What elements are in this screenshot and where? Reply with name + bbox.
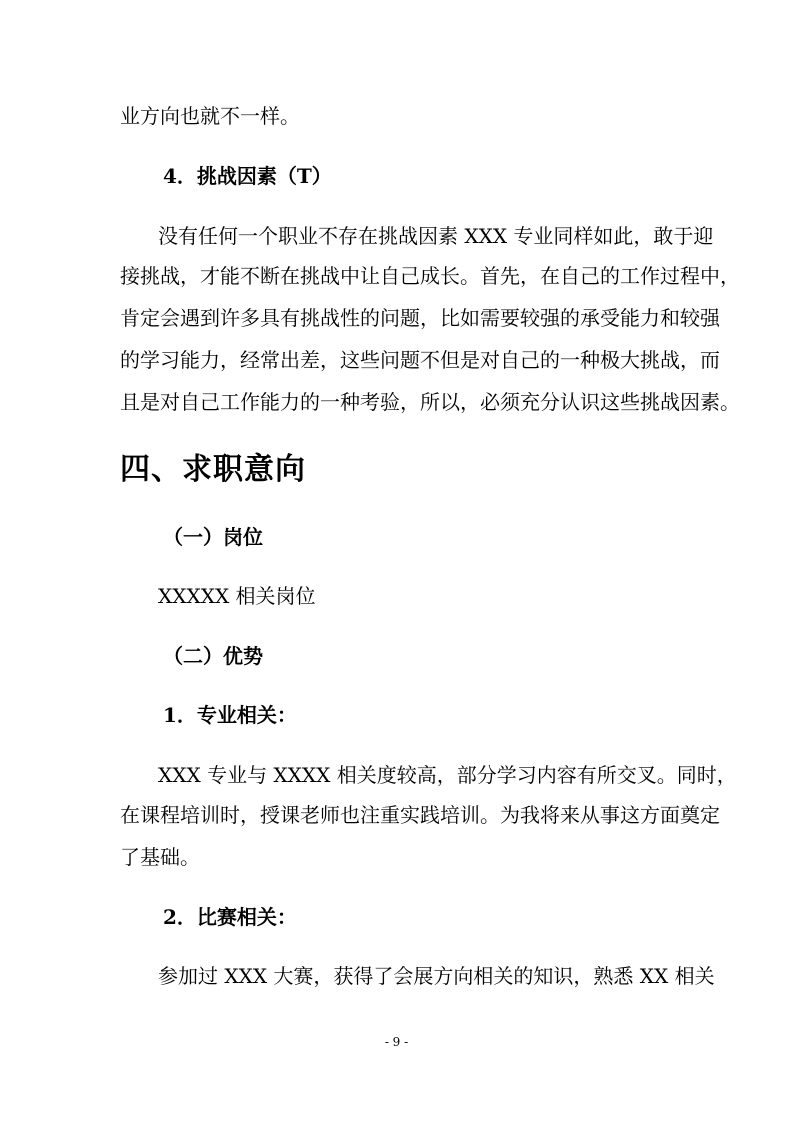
section-title-job-intention: 四、求职意向 <box>120 452 306 487</box>
heading-challenge-factors: 4．挑战因素（T） <box>163 164 332 188</box>
paragraph-challenge-line: 且是对自己工作能力的一种考验，所以，必须充分认识这些挑战因素。 <box>120 390 740 414</box>
advantage-item-1-line: 在课程培训时，授课老师也注重实践培训。为我将来从事这方面奠定 <box>120 803 720 827</box>
position-content: XXXXX 相关岗位 <box>158 584 316 608</box>
advantage-item-1-heading: 1．专业相关： <box>163 703 297 727</box>
paragraph-challenge-line: 接挑战，才能不断在挑战中让自己成长。首先，在自己的工作过程中， <box>120 264 740 288</box>
paragraph-challenge-line: 没有任何一个职业不存在挑战因素 XXX 专业同样如此，敢于迎 <box>158 224 714 248</box>
advantage-item-1-line: 了基础。 <box>120 845 200 869</box>
subsection-heading-position: （一）岗位 <box>163 525 263 549</box>
advantage-item-2-line: 参加过 XXX 大赛，获得了会展方向相关的知识，熟悉 XX 相关 <box>158 964 715 988</box>
paragraph-continuation-line: 业方向也就不一样。 <box>120 104 300 128</box>
subsection-heading-advantage: （二）优势 <box>163 644 263 668</box>
paragraph-challenge-line: 肯定会遇到许多具有挑战性的问题，比如需要较强的承受能力和较强 <box>120 306 720 330</box>
page-number: - 9 - <box>384 1035 409 1049</box>
paragraph-challenge-line: 的学习能力，经常出差，这些问题不但是对自己的一种极大挑战，而 <box>120 348 720 372</box>
advantage-item-2-heading: 2．比赛相关： <box>163 905 297 929</box>
advantage-item-1-line: XXX 专业与 XXXX 相关度较高，部分学习内容有所交叉。同时， <box>158 763 737 787</box>
